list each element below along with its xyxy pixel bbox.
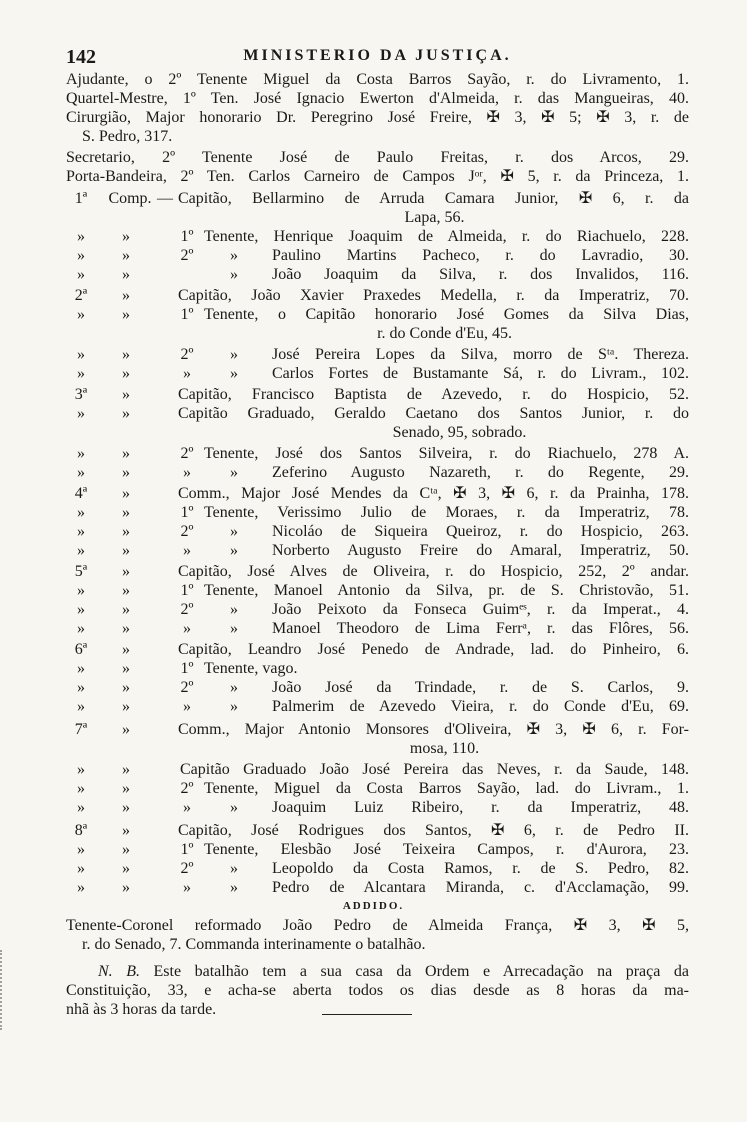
row-text: Tenente, Elesbão José Teixeira Campos, r. d'Aurora, 23. — [204, 841, 689, 858]
col-ditto: » — [230, 464, 238, 481]
col-comp: » — [122, 464, 130, 481]
company-row — [0, 286, 747, 305]
col-comp: » — [122, 601, 130, 618]
col-company: 2ª — [74, 287, 88, 304]
row-text: Capitão Graduado João José Pereira das Neves, r. da Saude, 148. — [180, 761, 689, 778]
col-comp: » — [122, 346, 130, 363]
row-text: Tenente, Verissimo Julio de Moraes, r. da Imperatriz, 78. — [204, 504, 689, 521]
row-text: João Joaquim da Silva, r. dos Invalidos, 116. — [272, 266, 689, 283]
company-row — [0, 444, 747, 463]
row-text: Capitão, João Xavier Praxedes Medella, r. da Imperatriz, 70. — [178, 287, 689, 304]
row-text: Capitão, José Rodrigues dos Santos, ✠ 6, r. de Pedro II. — [178, 822, 689, 839]
col-ditto: » — [230, 601, 238, 618]
col-rank: 1º — [180, 504, 194, 521]
col-company: » — [77, 365, 85, 382]
col-company: » — [77, 306, 85, 323]
col-ditto: » — [230, 365, 238, 382]
company-row — [0, 859, 747, 878]
col-rank: 2º — [180, 780, 194, 797]
closing-rule — [322, 1014, 412, 1015]
col-rank: » — [183, 879, 191, 896]
row-text: Capitão, Leandro José Penedo de Andrade, lad. do Pinheiro, 6. — [178, 641, 689, 658]
company-row — [0, 779, 747, 798]
col-comp: » — [122, 879, 130, 896]
row-text: José Pereira Lopes da Silva, morro de Sᵗᵃ. Thereza. — [272, 346, 689, 363]
col-company: » — [77, 698, 85, 715]
row-text: Tenente, Manoel Antonio da Silva, pr. de S. Christovão, 51. — [204, 582, 689, 599]
company-row — [0, 541, 747, 560]
col-company: » — [77, 464, 85, 481]
col-company: 8ª — [74, 822, 88, 839]
col-comp: » — [122, 660, 130, 677]
company-row — [0, 189, 747, 208]
company-row — [0, 760, 747, 779]
col-comp: » — [122, 485, 130, 502]
col-comp: » — [122, 841, 130, 858]
col-comp: » — [122, 698, 130, 715]
col-company: » — [77, 620, 85, 637]
col-company: 1ª — [74, 190, 88, 207]
col-comp: » — [122, 799, 130, 816]
company-row — [0, 678, 747, 697]
company-row — [0, 503, 747, 522]
col-company: » — [77, 523, 85, 540]
row-text: Norberto Augusto Freire do Amaral, Imperatriz, 50. — [272, 542, 689, 559]
row-text: Capitão, Francisco Baptista de Azevedo, r. do Hospicio, 52. — [178, 386, 689, 403]
company-row — [0, 345, 747, 364]
col-comp: » — [122, 542, 130, 559]
company-row — [0, 840, 747, 859]
col-ditto: » — [230, 698, 238, 715]
col-comp: » — [122, 504, 130, 521]
note-first-line — [98, 962, 689, 981]
col-rank: » — [183, 365, 191, 382]
company-row — [0, 522, 747, 541]
col-company: 4ª — [74, 485, 88, 502]
company-row — [0, 463, 747, 482]
row-text: Tenente, José dos Santos Silveira, r. do Riachuelo, 278 A. — [204, 445, 689, 462]
col-ditto: » — [230, 799, 238, 816]
company-row — [0, 208, 747, 227]
col-rank: 1º — [180, 228, 194, 245]
company-row — [0, 697, 747, 716]
col-company: » — [77, 879, 85, 896]
col-dash: — — [157, 190, 173, 207]
col-rank: 1º — [180, 582, 194, 599]
row-text: Senado, 95, sobrado. — [392, 424, 527, 441]
col-company: » — [77, 601, 85, 618]
company-row — [0, 640, 747, 659]
col-company: » — [77, 445, 85, 462]
note-text: Este batalhão tem a sua casa da Ordem e Arrecadação na praça da — [153, 963, 689, 980]
row-text: Zeferino Augusto Nazareth, r. do Regente, 29. — [272, 464, 689, 481]
col-comp: » — [122, 679, 130, 696]
addido-heading: ADDIDO. — [342, 900, 405, 912]
company-row — [0, 600, 747, 619]
row-text: Pedro de Alcantara Miranda, c. d'Acclamação, 99. — [272, 879, 689, 896]
col-comp: » — [122, 582, 130, 599]
col-ditto: » — [230, 266, 238, 283]
col-company: » — [77, 799, 85, 816]
col-comp: » — [122, 405, 130, 422]
row-text: João Peixoto da Fonseca Guimᵉˢ, r. da Imperat., 4. — [272, 601, 689, 618]
col-comp: » — [122, 860, 130, 877]
col-rank: » — [183, 464, 191, 481]
col-company: » — [77, 679, 85, 696]
staff-line-ajudante: Ajudante, o 2º Tenente Miguel da Costa Barros Sayão, r. do Livramento, 1. — [66, 71, 689, 88]
col-comp: » — [122, 641, 130, 658]
row-text: Joaquim Luiz Ribeiro, r. da Imperatriz, 48. — [272, 799, 689, 816]
company-row — [0, 484, 747, 503]
col-ditto: » — [230, 247, 238, 264]
company-row — [0, 404, 747, 423]
col-rank: 2º — [180, 679, 194, 696]
row-text: mosa, 110. — [409, 740, 480, 757]
row-text: Tenente, Miguel da Costa Barros Sayão, lad. do Livram., 1. — [204, 780, 689, 797]
col-company: » — [77, 761, 85, 778]
col-comp: » — [122, 822, 130, 839]
staff-line-cirurgiao: Cirurgião, Major honorario Dr. Peregrino José Freire, ✠ 3, ✠ 5; ✠ 3, r. de — [66, 109, 689, 126]
row-text: Leopoldo da Costa Ramos, r. de S. Pedro, 82. — [272, 860, 689, 877]
col-comp: Comp. — [108, 190, 152, 207]
company-row — [0, 659, 747, 678]
col-comp: » — [122, 247, 130, 264]
col-rank: » — [183, 542, 191, 559]
col-rank: 2º — [180, 247, 194, 264]
note-line: nhã às 3 horas da tarde. — [66, 1001, 217, 1018]
col-company: » — [77, 660, 85, 677]
col-comp: » — [122, 563, 130, 580]
col-rank: » — [183, 620, 191, 637]
col-rank: » — [183, 698, 191, 715]
company-row — [0, 385, 747, 404]
addido-line: Tenente-Coronel reformado João Pedro de Almeida França, ✠ 3, ✠ 5, — [66, 917, 689, 934]
col-ditto: » — [230, 542, 238, 559]
staff-line-continuation: S. Pedro, 317. — [82, 128, 173, 145]
col-rank: 1º — [180, 660, 194, 677]
col-company: 5ª — [74, 563, 88, 580]
col-comp: » — [122, 445, 130, 462]
note-line: Constituição, 33, e acha-se aberta todos os dias desde as 8 horas da ma- — [66, 982, 689, 999]
col-rank: 2º — [180, 523, 194, 540]
company-row — [0, 798, 747, 817]
col-comp: » — [122, 386, 130, 403]
margin-mark — [0, 950, 22, 1030]
col-ditto: » — [230, 860, 238, 877]
company-row — [0, 878, 747, 897]
row-text: r. do Conde d'Eu, 45. — [377, 325, 512, 342]
row-text: Nicoláo de Siqueira Queiroz, r. do Hospicio, 263. — [272, 523, 689, 540]
company-row — [0, 227, 747, 246]
col-company: 7ª — [74, 721, 88, 738]
addido-line: r. do Senado, 7. Commanda interinamente o batalhão. — [82, 936, 426, 953]
col-rank: 1º — [180, 306, 194, 323]
col-ditto: » — [230, 523, 238, 540]
row-text: Tenente, Henrique Joaquim de Almeida, r. do Riachuelo, 228. — [204, 228, 689, 245]
company-row — [0, 821, 747, 840]
staff-line-porta-bandeira: Porta-Bandeira, 2º Ten. Carlos Carneiro de Campos Jᵒʳ, ✠ 5, r. da Princeza, 1. — [66, 168, 689, 185]
company-row — [0, 364, 747, 383]
col-company: » — [77, 346, 85, 363]
col-rank: 1º — [180, 841, 194, 858]
col-company: » — [77, 247, 85, 264]
row-text: Lapa, 56. — [404, 209, 465, 226]
company-row — [0, 619, 747, 638]
company-row — [0, 720, 747, 739]
col-comp: » — [122, 228, 130, 245]
company-row — [0, 423, 747, 442]
page-number: 142 — [66, 46, 96, 68]
running-title: MINISTERIO DA JUSTIÇA. — [243, 47, 512, 64]
row-text: Palmerim de Azevedo Vieira, r. do Conde d'Eu, 69. — [272, 698, 689, 715]
col-company: » — [77, 228, 85, 245]
row-text: Tenente, vago. — [204, 660, 298, 677]
col-company: » — [77, 780, 85, 797]
company-row — [0, 739, 747, 758]
col-comp: » — [122, 365, 130, 382]
col-comp: » — [122, 523, 130, 540]
col-comp: » — [122, 780, 130, 797]
col-company: » — [77, 841, 85, 858]
company-row — [0, 265, 747, 284]
col-rank: 2º — [180, 346, 194, 363]
col-comp: » — [122, 266, 130, 283]
row-text: Capitão, Bellarmino de Arruda Camara Junior, ✠ 6, r. da — [178, 190, 689, 207]
col-ditto: » — [230, 346, 238, 363]
col-comp: » — [122, 761, 130, 778]
note-label: N. B. — [98, 963, 140, 980]
col-company: » — [77, 266, 85, 283]
row-text: Comm., Major Antonio Monsores d'Oliveira, ✠ 3, ✠ 6, r. For- — [178, 721, 689, 738]
col-comp: » — [122, 620, 130, 637]
col-ditto: » — [230, 879, 238, 896]
company-row — [0, 324, 747, 343]
page-header — [66, 46, 689, 70]
row-text: João José da Trindade, r. de S. Carlos, 9. — [272, 679, 689, 696]
row-text: Manoel Theodoro de Lima Ferrᵃ, r. das Flôres, 56. — [272, 620, 689, 637]
company-row — [0, 581, 747, 600]
staff-line-quartel-mestre: Quartel-Mestre, 1º Ten. José Ignacio Ewerton d'Almeida, r. das Mangueiras, 40. — [66, 90, 689, 107]
col-rank: 2º — [180, 601, 194, 618]
company-row — [0, 562, 747, 581]
col-comp: » — [122, 287, 130, 304]
row-text: Paulino Martins Pacheco, r. do Lavradio, 30. — [272, 247, 689, 264]
row-text: Tenente, o Capitão honorario José Gomes da Silva Dias, — [204, 306, 689, 323]
company-row — [0, 305, 747, 324]
col-company: » — [77, 542, 85, 559]
company-row — [0, 246, 747, 265]
col-rank: 2º — [180, 860, 194, 877]
row-text: Capitão Graduado, Geraldo Caetano dos Santos Junior, r. do — [178, 405, 689, 422]
col-ditto: » — [230, 620, 238, 637]
col-company: » — [77, 860, 85, 877]
col-company: 3ª — [74, 386, 88, 403]
col-company: » — [77, 582, 85, 599]
row-text: Comm., Major José Mendes da Cᵗᵃ, ✠ 3, ✠ 6, r. da Prainha, 178. — [178, 485, 689, 502]
col-rank: » — [183, 799, 191, 816]
col-comp: » — [122, 306, 130, 323]
row-text: Carlos Fortes de Bustamante Sá, r. do Livram., 102. — [272, 365, 689, 382]
col-rank: 2º — [180, 445, 194, 462]
staff-line-secretario: Secretario, 2º Tenente José de Paulo Freitas, r. dos Arcos, 29. — [66, 149, 689, 166]
col-company: » — [77, 504, 85, 521]
col-ditto: » — [230, 679, 238, 696]
col-company: » — [77, 405, 85, 422]
col-comp: » — [122, 721, 130, 738]
col-company: 6ª — [74, 641, 88, 658]
row-text: Capitão, José Alves de Oliveira, r. do Hospicio, 252, 2º andar. — [178, 563, 689, 580]
